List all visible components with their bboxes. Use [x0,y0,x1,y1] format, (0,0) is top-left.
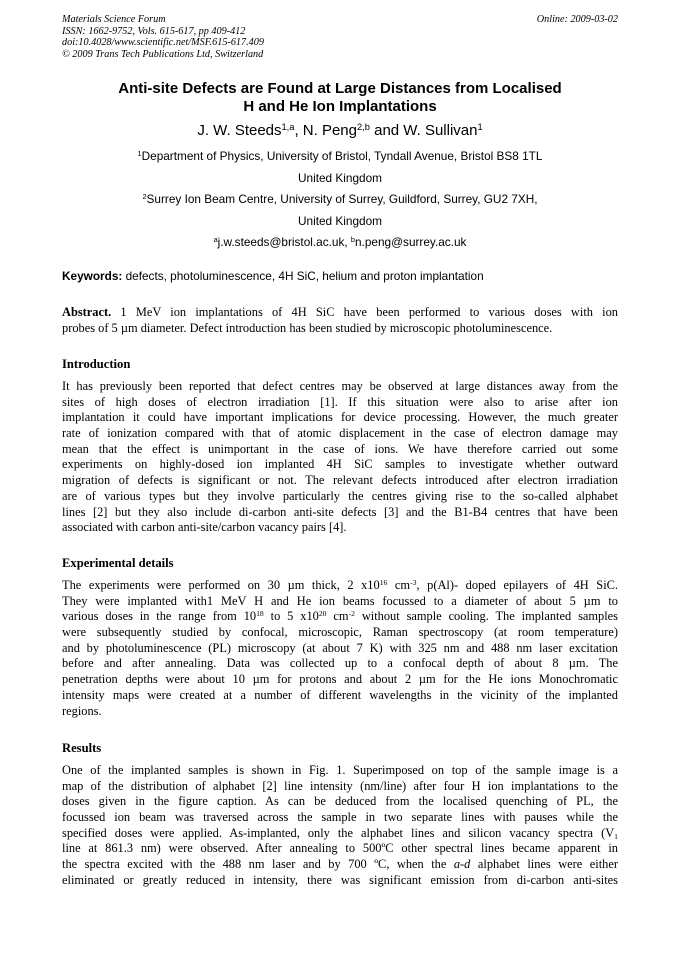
affiliation-1-text: Department of Physics, University of Bristol, Tyndall Avenue, Bristol BS8 1TL [141,149,543,163]
author-1: J. W. Steeds [197,122,282,139]
introduction-body [62,379,618,536]
exp-line: regions. [62,703,102,718]
intro-line: are of various types but they involve particularly the centres giving rise to the so-called alphabet [62,488,618,503]
results-line: the spectra excited with the 488 nm laser and by 700 ºC, when the a-d alphabet lines were either [62,857,618,872]
email-line [62,235,618,249]
intro-line: sites of high doses of electron irradiation [1]. If this situation were also to arise after ion [62,394,618,409]
author-3-marker: 1 [477,121,483,132]
abstract-line: 1 MeV ion implantations of 4H SiC have been performed to various doses with ion [111,305,618,319]
intro-line: It has previously been reported that defect centres may be observed at large distances away from the [62,379,618,393]
intro-line: associated with carbon anti-site/carbon vacancy pairs [4]. [62,520,347,535]
keywords [62,269,618,283]
results-line: map of the distribution of alphabet [2] line intensity (nm/line) after four H ion implantations to the [62,778,618,793]
intro-line: experiments on highly-dosed ion implanted 4H SiC samples to investigate whether outward [62,457,618,472]
affiliation-1-country: United Kingdom [298,171,382,185]
intro-line: mean that the effect is unimportant in the case of ions. We have therefore carried out some [62,441,618,456]
affiliation-2-marker: 2 [142,191,147,201]
author-3: and W. Sullivan [369,122,478,139]
abstract-label: Abstract. [62,305,112,319]
exp-line: before and after annealing. Data was collected up to a confocal depth of about 8 µm. The [62,656,618,671]
affiliation-1 [62,149,618,163]
exp-line: They were implanted with1 MeV H and He ion beams focussed to a diameter of about 5 µm to [62,593,618,608]
email-b[interactable]: n.peng@surrey.ac.uk [354,235,467,249]
journal-name: Materials Science Forum [62,14,166,25]
doi-line: doi:10.4028/www.scientific.net/MSF.615-617.409 [62,37,264,49]
exp-line: were subsequently studied by confocal, microscopic, Raman spectroscopy (at room temperature) [62,625,618,640]
results-line: focussed ion beam was traversed across the sample in two separate lines with pauses while the [62,810,618,825]
experimental-body [62,578,618,719]
section-heading-introduction: Introduction [62,357,131,371]
author-2: , N. Peng [294,122,357,139]
results-line: One of the implanted samples is shown in Fig. 1. Superimposed on top of the sample image is a [62,763,618,777]
intro-line: rate of ionization compared with that of atomic displacement in the case of electron damage may [62,426,618,441]
results-line: line at 861.3 nm) were observed. After annealing to 500ºC other spectral lines became apparent in [62,841,618,856]
issn-line: ISSN: 1662-9752, Vols. 615-617, pp 409-412 [62,25,246,37]
keywords-label: Keywords: [62,269,123,283]
author-2-marker: 2,b [357,121,370,132]
section-heading-results: Results [62,741,102,755]
affiliation-2-country: United Kingdom [298,214,382,228]
results-line: doses given in the figure caption. As can be deduced from the localised quenching of PL, the [62,794,618,809]
results-line: specified doses were applied. As-implanted, only the alphabet lines and silicon vacancy spectra ($V_1$ [62,825,618,841]
exp-line: intensity maps were created at a number of different wavelengths in the vicinity of the implanted [62,687,618,702]
section-heading-experimental: Experimental details [62,556,174,570]
affiliation-2-text: Surrey Ion Beam Centre, University of Surrey, Guildford, Surrey, GU2 7XH, [146,192,538,206]
abstract [62,305,618,336]
intro-line: migration of defects is significant or not. The relevant defects introduced after electron irradiation [62,473,618,488]
exp-line: The experiments were performed on 30 µm thick, 2 $x10^{16}$ $cm^{-3}$, p(Al)- doped epilayers of 4H SiC. [62,577,619,592]
intro-line: lines [2] but they also include di-carbon anti-site defects [3] and the B1-B4 centres that have been [62,504,618,519]
author-list [62,122,618,140]
exp-line: and by photoluminescence (PL) microscopy (at about 7 K) with 325 nm and 488 nm laser excitation [62,640,618,655]
title-line-2: H and He Ion Implantations [243,97,437,115]
exp-line: various doses in the range from $10^{18}$ to 5 $x10^{20}$ $cm^{-2}$ without sample cooling. The implanted samples [62,609,618,624]
copyright-line: © 2009 Trans Tech Publications Ltd, Switzerland [62,48,264,60]
keywords-text: defects, photoluminescence, 4H SiC, helium and proton implantation [122,269,484,283]
journal-header [62,14,618,60]
email-b-marker: b [350,234,355,244]
title-line-1: Anti-site Defects are Found at Large Distances from Localised [118,80,562,97]
results-line: eliminated or greatly reduced in intensity, there was significant emission from di-carbon anti-sites [62,872,618,887]
intro-line: implantation it could have important implications for device processing. However, the much greater [62,410,618,425]
affiliation-1-marker: 1 [137,148,142,158]
author-1-marker: 1,a [281,121,295,132]
email-a-marker: a [213,234,218,244]
email-a[interactable]: j.w.steeds@bristol.ac.uk, [217,235,351,249]
exp-line: penetration depths were about 10 µm for protons and about 2 µm for the He ions Monochromatic [62,672,618,687]
affiliation-2 [62,192,618,206]
paper-title [62,80,618,115]
abstract-line: probes of 5 µm diameter. Defect introduction has been studied by microscopic photoluminescence. [62,320,553,335]
results-body [62,763,618,889]
online-date: Online: 2009-03-02 [536,14,618,25]
